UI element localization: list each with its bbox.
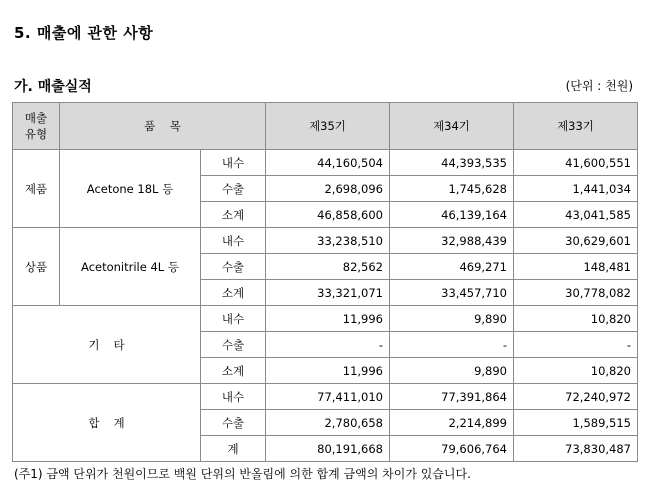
- value-cell: 10,820: [514, 306, 638, 332]
- header-period-35: 제35기: [266, 103, 390, 150]
- value-cell: 2,698,096: [266, 176, 390, 202]
- sales-type-cell: 상품: [13, 228, 60, 306]
- row-label: 소계: [201, 358, 266, 384]
- value-cell: 77,391,864: [390, 384, 514, 410]
- row-label: 내수: [201, 384, 266, 410]
- value-cell: 33,457,710: [390, 280, 514, 306]
- header-sales-type: [13, 103, 60, 150]
- value-cell: 77,411,010: [266, 384, 390, 410]
- row-label: 수출: [201, 410, 266, 436]
- merged-label-cell: 합계: [13, 384, 201, 462]
- row-label: 소계: [201, 202, 266, 228]
- table-row: [13, 384, 638, 410]
- value-cell: 30,778,082: [514, 280, 638, 306]
- value-cell: -: [514, 332, 638, 358]
- item-cell: Acetone 18L 등: [60, 150, 201, 228]
- header-item: 품 목: [60, 103, 266, 150]
- row-label: 수출: [201, 254, 266, 280]
- row-label: 내수: [201, 306, 266, 332]
- header-period-33: 제33기: [514, 103, 638, 150]
- value-cell: 72,240,972: [514, 384, 638, 410]
- value-cell: 33,321,071: [266, 280, 390, 306]
- sales-table: [12, 102, 638, 462]
- value-cell: 80,191,668: [266, 436, 390, 462]
- table-row: [13, 150, 638, 176]
- value-cell: 33,238,510: [266, 228, 390, 254]
- value-cell: 46,858,600: [266, 202, 390, 228]
- merged-label-cell: 기타: [13, 306, 201, 384]
- row-label: 내수: [201, 150, 266, 176]
- header-sales-type-line2: 유형: [24, 127, 48, 141]
- value-cell: 2,214,899: [390, 410, 514, 436]
- row-label: 내수: [201, 228, 266, 254]
- row-label: 소계: [201, 280, 266, 306]
- item-cell: Acetonitrile 4L 등: [60, 228, 201, 306]
- value-cell: -: [390, 332, 514, 358]
- value-cell: 30,629,601: [514, 228, 638, 254]
- value-cell: 469,271: [390, 254, 514, 280]
- value-cell: 1,441,034: [514, 176, 638, 202]
- value-cell: 43,041,585: [514, 202, 638, 228]
- value-cell: 79,606,764: [390, 436, 514, 462]
- sales-type-cell: 제품: [13, 150, 60, 228]
- value-cell: 9,890: [390, 358, 514, 384]
- value-cell: 44,160,504: [266, 150, 390, 176]
- value-cell: 46,139,164: [390, 202, 514, 228]
- value-cell: 32,988,439: [390, 228, 514, 254]
- table-header-row: [13, 103, 638, 150]
- section-title: 5. 매출에 관한 사항: [14, 24, 154, 42]
- header-period-34: 제34기: [390, 103, 514, 150]
- table-row: [13, 306, 638, 332]
- value-cell: 82,562: [266, 254, 390, 280]
- value-cell: 148,481: [514, 254, 638, 280]
- value-cell: 9,890: [390, 306, 514, 332]
- value-cell: -: [266, 332, 390, 358]
- value-cell: 11,996: [266, 358, 390, 384]
- value-cell: 1,745,628: [390, 176, 514, 202]
- value-cell: 73,830,487: [514, 436, 638, 462]
- value-cell: 2,780,658: [266, 410, 390, 436]
- row-label: 수출: [201, 176, 266, 202]
- value-cell: 1,589,515: [514, 410, 638, 436]
- row-label: 계: [201, 436, 266, 462]
- row-label: 수출: [201, 332, 266, 358]
- unit-note: (단위 : 천원): [565, 79, 633, 93]
- value-cell: 41,600,551: [514, 150, 638, 176]
- value-cell: 11,996: [266, 306, 390, 332]
- subsection-title: 가. 매출실적: [14, 79, 92, 95]
- value-cell: 44,393,535: [390, 150, 514, 176]
- value-cell: 10,820: [514, 358, 638, 384]
- header-sales-type-line1: 매출: [24, 111, 48, 125]
- footnote: (주1) 금액 단위가 천원이므로 백원 단위의 반올림에 의한 합계 금액의 차이가 있습니다.: [14, 467, 471, 481]
- table-row: [13, 228, 638, 254]
